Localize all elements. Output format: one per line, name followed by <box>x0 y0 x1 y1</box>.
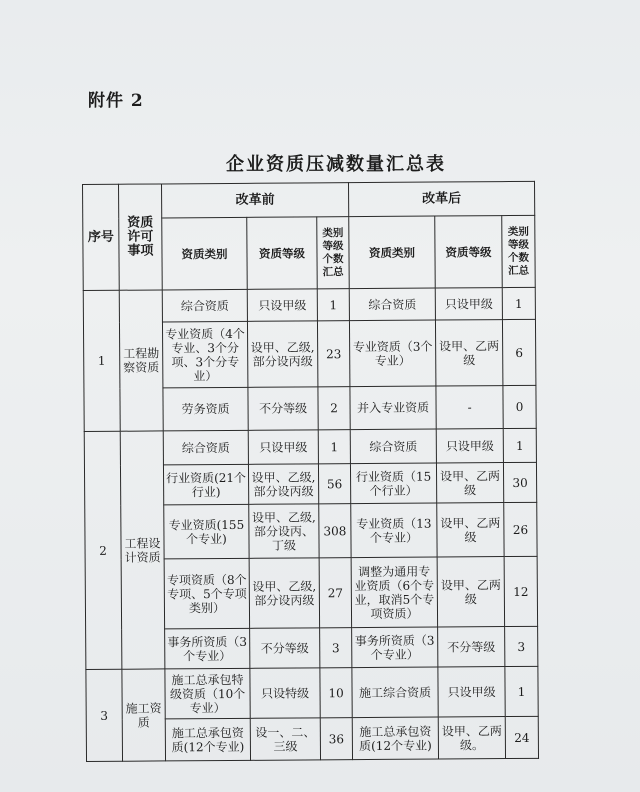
before-count-cell: 56 <box>318 464 350 504</box>
before-count-cell: 10 <box>320 668 352 718</box>
after-grade-cell: - <box>436 386 503 429</box>
before-count-cell: 3 <box>320 628 352 668</box>
attachment-label: 附件 2 <box>88 91 144 111</box>
header-seq: 序号 <box>83 184 120 290</box>
after-count-cell: 30 <box>503 462 536 502</box>
after-grade-cell: 设甲、乙两级 <box>436 463 503 503</box>
header-after-grade: 资质等级 <box>435 216 503 288</box>
before-count-cell: 36 <box>320 718 352 760</box>
after-grade-cell: 设甲、乙两级 <box>437 503 504 557</box>
before-grade-cell: 不分等级 <box>248 387 318 430</box>
before-grade-cell: 不分等级 <box>250 628 320 668</box>
header-category: 资质许可事项 <box>119 184 163 290</box>
before-grade-cell: 设甲、乙级,部分设丙级 <box>249 558 319 628</box>
before-grade-cell: 设甲、乙级,部分设丙级 <box>248 464 318 504</box>
after-type-cell: 并入专业资质 <box>350 386 436 430</box>
before-grade-cell: 只设甲级 <box>247 289 317 321</box>
header-before-count: 类别等级个数汇总 <box>317 217 350 289</box>
before-grade-cell: 设一、二、三级 <box>250 718 320 760</box>
after-count-cell: 12 <box>504 556 537 626</box>
before-type-cell: 专业资质（4个专业、3个分项、3个分专业） <box>162 321 247 388</box>
header-after: 改革后 <box>348 181 534 216</box>
after-type-cell: 综合资质 <box>349 288 435 321</box>
group-category: 施工资质 <box>122 669 166 761</box>
after-type-cell: 调整为通用专业资质（6个专业，取消5个专项资质） <box>351 557 437 628</box>
before-count-cell: 1 <box>318 430 350 464</box>
before-type-cell: 施工总承包特级资质（10个专业） <box>165 668 250 719</box>
after-count-cell: 3 <box>505 626 538 666</box>
after-type-cell: 事务所资质（3个专业） <box>352 627 438 668</box>
before-type-cell: 行业资质(21个行业) <box>163 464 248 505</box>
before-type-cell: 综合资质 <box>162 289 247 322</box>
after-grade-cell: 只设甲级 <box>435 288 502 320</box>
header-before: 改革前 <box>162 183 349 218</box>
after-type-cell: 施工总承包资质(12个专业) <box>352 717 438 760</box>
after-grade-cell: 设甲、乙两级 <box>437 557 504 627</box>
after-count-cell: 0 <box>503 385 536 428</box>
before-count-cell: 23 <box>317 321 349 387</box>
before-type-cell: 综合资质 <box>163 430 248 465</box>
after-count-cell: 1 <box>502 287 535 319</box>
before-grade-cell: 设甲、乙级,部分设丙级 <box>247 321 317 387</box>
after-count-cell: 24 <box>505 716 538 758</box>
after-grade-cell: 设甲、乙两级。 <box>438 717 505 759</box>
group-seq: 1 <box>83 290 120 431</box>
before-grade-cell: 设甲、乙级,部分设丙、丁级 <box>249 504 319 558</box>
after-count-cell: 26 <box>504 502 537 556</box>
after-type-cell: 行业资质（15个行业） <box>350 463 436 504</box>
table-row <box>86 666 538 719</box>
group-category: 工程设计资质 <box>120 431 165 669</box>
header-before-type: 资质类别 <box>162 217 248 290</box>
header-before-grade: 资质等级 <box>247 217 318 289</box>
group-seq: 3 <box>86 669 123 761</box>
before-type-cell: 专业资质(155个专业) <box>164 504 249 559</box>
document-title: 企业资质压减数量汇总表 <box>226 154 446 175</box>
after-grade-cell: 只设甲级 <box>436 429 503 463</box>
table-row <box>84 428 536 465</box>
before-count-cell: 27 <box>319 558 351 628</box>
after-type-cell: 专业资质（13个专业） <box>351 503 437 558</box>
after-grade-cell: 设甲、乙两级 <box>435 320 502 386</box>
summary-table <box>82 181 539 762</box>
before-type-cell: 施工总承包资质(12个专业) <box>165 718 250 761</box>
header-after-type: 资质类别 <box>349 216 436 289</box>
before-count-cell: 1 <box>317 289 349 321</box>
before-type-cell: 事务所资质（3个专业） <box>165 628 250 669</box>
after-count-cell: 1 <box>503 428 536 462</box>
table-row <box>83 287 535 322</box>
header-after-count: 类别等级个数汇总 <box>502 215 536 287</box>
group-category: 工程勘察资质 <box>119 290 163 431</box>
after-type-cell: 综合资质 <box>350 429 436 464</box>
before-grade-cell: 只设甲级 <box>248 430 318 464</box>
after-grade-cell: 只设甲级 <box>438 667 505 717</box>
summary-table-wrapper <box>82 181 539 762</box>
before-grade-cell: 只设特级 <box>250 668 320 718</box>
after-type-cell: 施工综合资质 <box>352 667 438 718</box>
after-count-cell: 6 <box>502 319 535 385</box>
before-type-cell: 专项资质（8个专项、5个专项类别） <box>164 558 249 629</box>
before-count-cell: 2 <box>318 387 350 430</box>
after-grade-cell: 不分等级 <box>438 627 505 667</box>
before-count-cell: 308 <box>319 504 351 558</box>
group-seq: 2 <box>84 431 122 669</box>
after-count-cell: 1 <box>505 666 538 716</box>
before-type-cell: 劳务资质 <box>163 387 248 431</box>
after-type-cell: 专业资质（3个专业） <box>349 320 435 387</box>
